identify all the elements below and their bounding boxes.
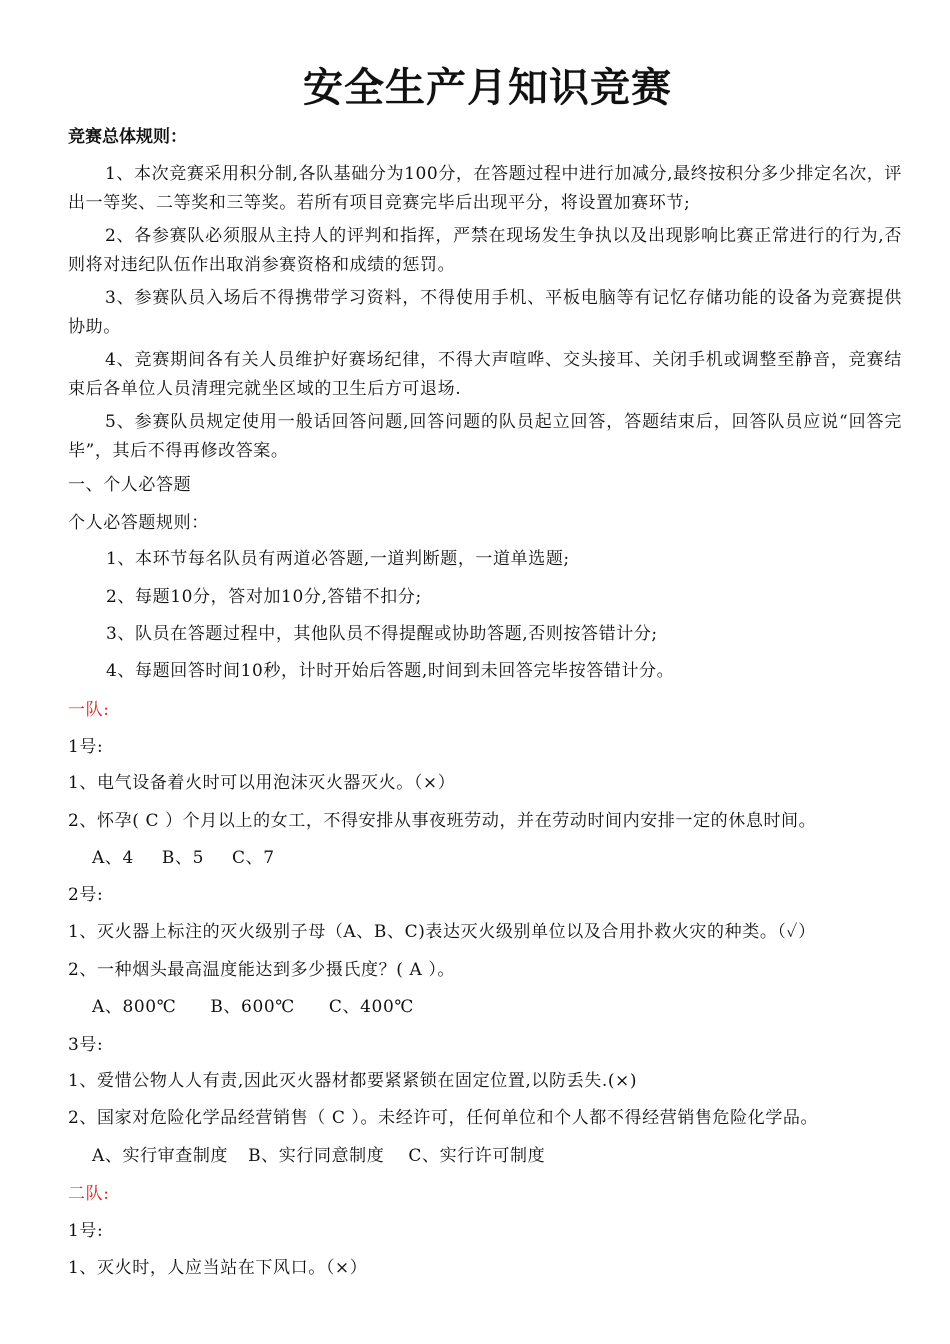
- option-b: B、实行同意制度: [248, 1146, 385, 1166]
- team1-member2-options: [92, 994, 942, 1020]
- option-c: C、7: [232, 848, 275, 868]
- team1-member1-question2: 2、怀孕( C ）个月以上的女工，不得安排从事夜班劳动，并在劳动时间内安排一定的休息时间。: [68, 811, 817, 831]
- team1-member2-question2: 2、一种烟头最高温度能达到多少摄氏度？( A ）。: [68, 960, 456, 980]
- personal-rule-3: 3、队员在答题过程中，其他队员不得提醒或协助答题,否则按答错计分;: [106, 624, 658, 644]
- general-rule-2: 2、各参赛队必须服从主持人的评判和指挥，严禁在现场发生争执以及出现影响比赛正常进行的行为,否则将对违纪队伍作出取消参赛资格和成绩的惩罚。: [68, 226, 902, 275]
- rules-heading: 竞赛总体规则：: [68, 127, 187, 147]
- team1-member1-options: [92, 845, 942, 871]
- team1-member1-question1: 1、电气设备着火时可以用泡沫灭火器灭火。（×）: [68, 773, 456, 793]
- option-b: B、600℃: [210, 997, 295, 1017]
- option-a: A、4: [92, 848, 134, 868]
- team1-member3-question1: 1、爱惜公物人人有责,因此灭火器材都要紧紧锁在固定位置,以防丢失.(×): [68, 1071, 638, 1091]
- team1-member1-number: 1号:: [68, 737, 104, 757]
- option-a: A、实行审查制度: [92, 1146, 229, 1166]
- team1-member2-question1: 1、灭火器上标注的灭火级别子母（A、B、C)表达灭火级别单位以及合用扑救火灾的种类。（✓）: [68, 922, 816, 942]
- option-b: B、5: [161, 848, 205, 868]
- option-c: C、实行许可制度: [408, 1146, 546, 1166]
- general-rule-3: 3、参赛队员入场后不得携带学习资料，不得使用手机、平板电脑等有记忆存储功能的设备为竞赛提供协助。: [68, 288, 902, 337]
- team-one-label: 一队:: [68, 700, 110, 720]
- section-one-heading: 一、个人必答题: [68, 475, 192, 495]
- general-rule-5: 5、参赛队员规定使用一般话回答问题,回答问题的队员起立回答，答题结束后，回答队员应说“回答完毕”，其后不得再修改答案。: [68, 412, 902, 461]
- personal-rules-heading: 个人必答题规则：: [68, 513, 209, 533]
- team1-member3-options: [92, 1143, 942, 1169]
- general-rule-4: 4、竞赛期间各有关人员维护好赛场纪律，不得大声喧哗、交头接耳、关闭手机或调整至静音，竞赛结束后各单位人员清理完就坐区域的卫生后方可退场.: [68, 350, 902, 399]
- personal-rule-4: 4、每题回答时间10秒，计时开始后答题,时间到未回答完毕按答错计分。: [106, 661, 675, 681]
- option-a: A、800℃: [92, 997, 177, 1017]
- team1-member2-number: 2号:: [68, 885, 104, 905]
- team1-member3-question2: 2、国家对危险化学品经营销售（ C ）。未经许可，任何单位和个人都不得经营销售危险化学品。: [68, 1108, 819, 1128]
- team-two-label: 二队:: [68, 1184, 110, 1204]
- team2-member1-question1: 1、灭火时，人应当站在下风口。（×）: [68, 1258, 368, 1278]
- option-c: C、400℃: [328, 997, 414, 1017]
- team2-member1-number: 1号:: [68, 1221, 104, 1241]
- page-title: 安全生产月知识竞赛: [303, 65, 672, 111]
- personal-rule-1: 1、本环节每名队员有两道必答题,一道判断题，一道单选题;: [106, 549, 570, 569]
- team1-member3-number: 3号:: [68, 1035, 104, 1055]
- personal-rule-2: 2、每题10分，答对加10分,答错不扣分;: [106, 587, 422, 607]
- general-rule-1: 1、本次竞赛采用积分制,各队基础分为100分，在答题过程中进行加减分,最终按积分多少排定名次，评出一等奖、二等奖和三等奖。若所有项目竞赛完毕后出现平分，将设置加赛环节;: [68, 164, 902, 213]
